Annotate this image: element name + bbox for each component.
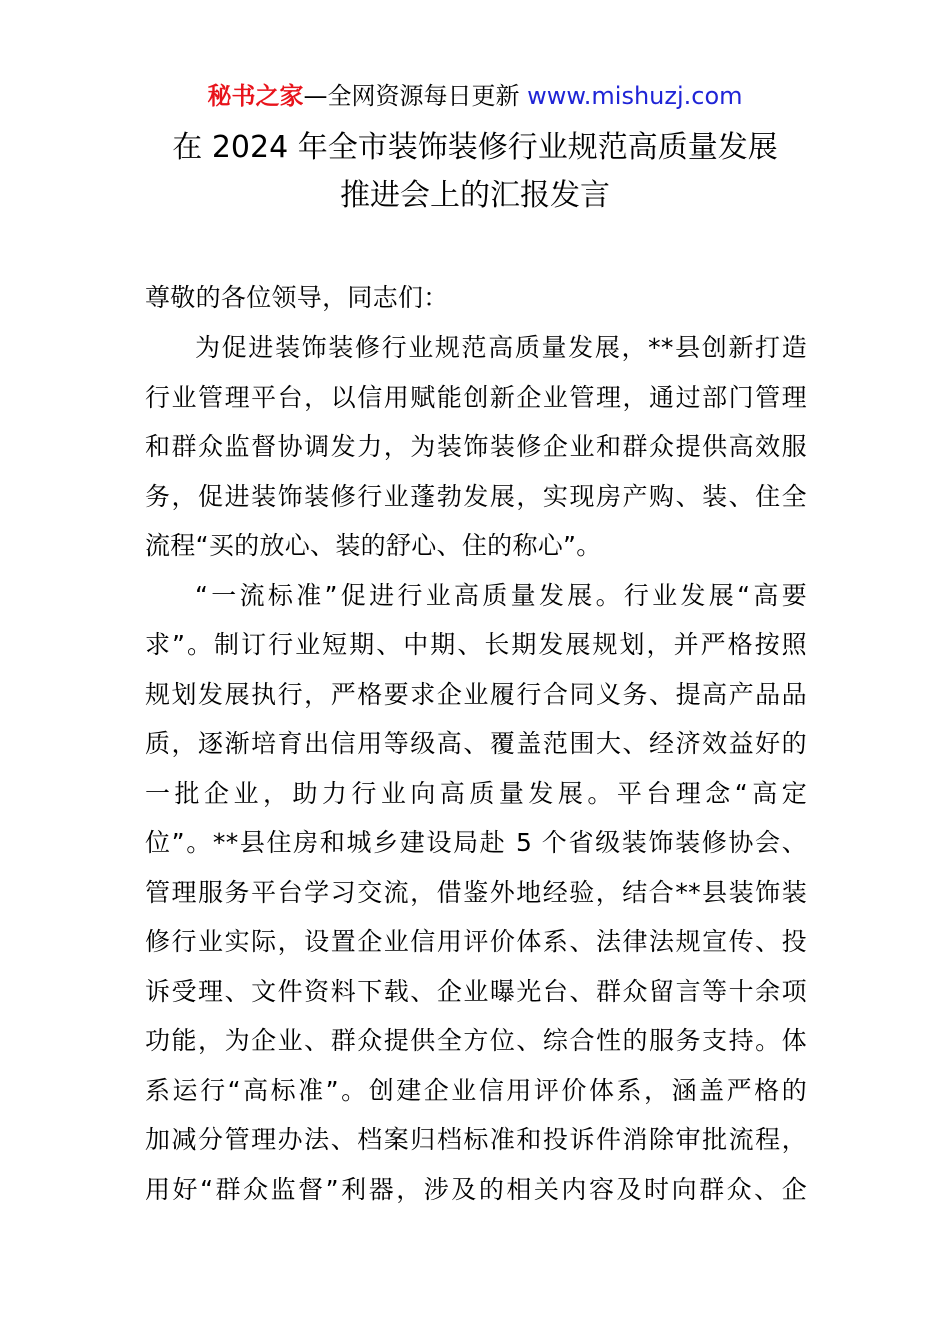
paragraph-line: 管理服务平台学习交流，借鉴外地经验，结合**县装饰装 [145, 878, 807, 907]
paragraph-line: 用好“群众监督”利器，涉及的相关内容及时向群众、企 [145, 1175, 807, 1204]
paragraph-line: 系运行“高标准”。创建企业信用评价体系，涵盖严格的 [145, 1076, 807, 1105]
salutation: 尊敬的各位领导，同志们： [145, 283, 449, 312]
paragraph-line: 规划发展执行，严格要求企业履行合同义务、提高产品品 [145, 680, 807, 709]
document-title-line-2: 推进会上的汇报发言 [340, 178, 610, 213]
paragraph-line: “一流标准”促进行业高质量发展。行业发展“高要 [195, 581, 807, 610]
paragraph-line: 位”。**县住房和城乡建设局赴 5 个省级装饰装修协会、 [145, 828, 807, 857]
paragraph-line: 加减分管理办法、档案归档标准和投诉件消除审批流程， [145, 1125, 807, 1154]
paragraph-line: 功能，为企业、群众提供全方位、综合性的服务支持。体 [145, 1026, 807, 1055]
site-url-link[interactable]: www.mishuzj.com [527, 82, 743, 110]
paragraph-line: 流程“买的放心、装的舒心、住的称心”。 [145, 531, 602, 560]
site-header [0, 80, 950, 112]
paragraph-line: 诉受理、文件资料下载、企业曝光台、群众留言等十余项 [145, 977, 807, 1006]
document-title-line-1: 在 2024 年全市装饰装修行业规范高质量发展 [172, 130, 778, 165]
paragraph-line: 和群众监督协调发力，为装饰装修企业和群众提供高效服 [145, 432, 807, 461]
paragraph-line: 为促进装饰装修行业规范高质量发展，**县创新打造 [195, 333, 807, 362]
site-tagline: —全网资源每日更新 [303, 82, 528, 110]
paragraph-line: 一批企业，助力行业向高质量发展。平台理念“高定 [145, 779, 807, 808]
paragraph-line: 质，逐渐培育出信用等级高、覆盖范围大、经济效益好的 [145, 729, 807, 758]
paragraph-line: 行业管理平台，以信用赋能创新企业管理，通过部门管理 [145, 383, 807, 412]
paragraph-line: 务，促进装饰装修行业蓬勃发展，实现房产购、装、住全 [145, 482, 807, 511]
paragraph-line: 修行业实际，设置企业信用评价体系、法律法规宣传、投 [145, 927, 807, 956]
paragraph-line: 求”。制订行业短期、中期、长期发展规划，并严格按照 [145, 630, 807, 659]
site-brand: 秘书之家 [207, 82, 304, 110]
